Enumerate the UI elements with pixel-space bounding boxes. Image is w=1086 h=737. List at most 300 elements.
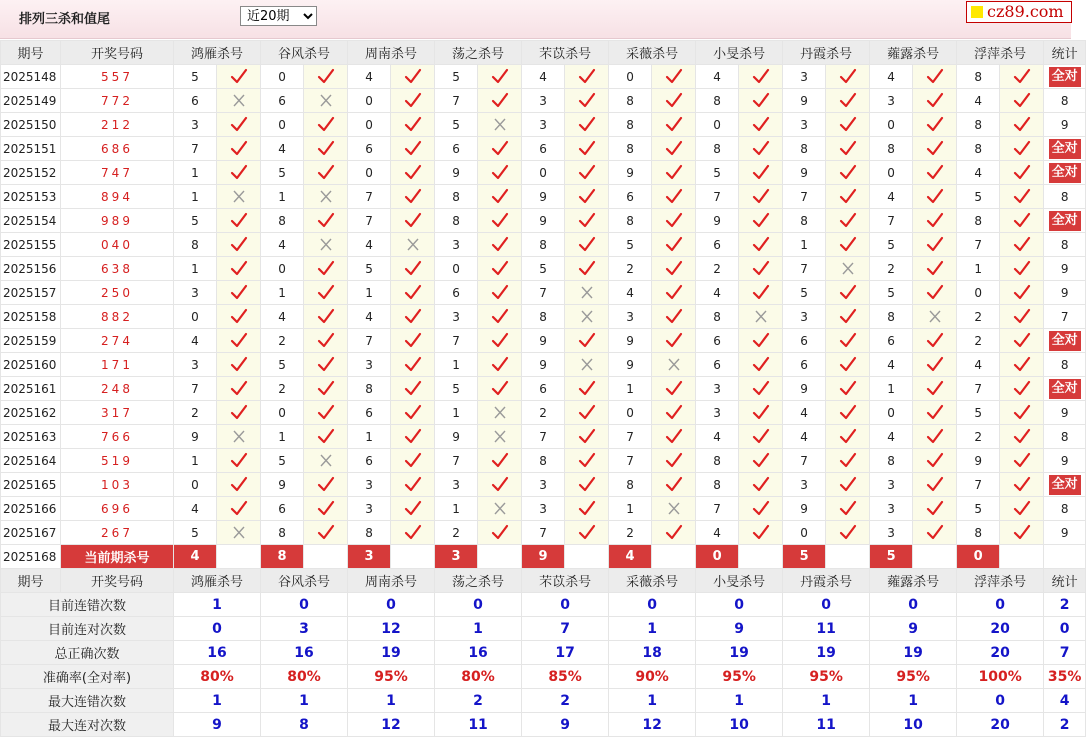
kill-number-cell: 7: [696, 185, 739, 209]
correct-mark: [391, 185, 435, 209]
kill-number-cell: 3: [783, 113, 826, 137]
stat-value: 0: [957, 689, 1044, 713]
kill-number-cell: 5: [435, 65, 478, 89]
kill-number-cell: 8: [957, 521, 1000, 545]
kill-number-cell: 0: [261, 257, 304, 281]
header-row: [1, 41, 1086, 65]
winning-number-cell: 766: [61, 425, 174, 449]
correct-mark: [652, 521, 696, 545]
correct-mark: [913, 329, 957, 353]
check-icon: [753, 453, 769, 468]
check-icon: [318, 69, 334, 84]
correct-mark: [1000, 281, 1044, 305]
correct-mark: [391, 473, 435, 497]
kill-number-cell: 3: [870, 497, 913, 521]
period-range-select[interactable]: [240, 6, 317, 26]
correct-mark: [391, 161, 435, 185]
correct-mark: [913, 377, 957, 401]
correct-mark: [304, 401, 348, 425]
column-header: 芣苡杀号: [522, 569, 609, 593]
stat-value: 0: [696, 593, 783, 617]
check-icon: [666, 429, 682, 444]
stat-value: 0: [435, 593, 522, 617]
check-icon: [753, 117, 769, 132]
check-icon: [1014, 309, 1030, 324]
kill-number-cell: 9: [435, 425, 478, 449]
stat-cell: 9: [1044, 113, 1086, 137]
correct-mark: [652, 137, 696, 161]
check-icon: [927, 357, 943, 372]
stat-cell: 7: [1044, 305, 1086, 329]
period-cell: 2025164: [1, 449, 61, 473]
kill-number-cell: 6: [609, 185, 652, 209]
period-cell: 2025148: [1, 65, 61, 89]
check-icon: [579, 381, 595, 396]
current-kill-number: 8: [261, 545, 304, 569]
stat-value: 0: [783, 593, 870, 617]
kill-number-cell: 4: [783, 401, 826, 425]
cross-icon: [579, 309, 595, 324]
kill-number-cell: 6: [696, 233, 739, 257]
correct-mark: [1000, 521, 1044, 545]
correct-mark: [652, 185, 696, 209]
stat-label: 目前连错次数: [1, 593, 174, 617]
kill-number-cell: 3: [609, 305, 652, 329]
check-icon: [318, 501, 334, 516]
kill-number-cell: 3: [522, 497, 565, 521]
cross-icon: [318, 237, 334, 252]
check-icon: [318, 357, 334, 372]
cross-icon: [405, 237, 421, 252]
kill-number-cell: 0: [696, 113, 739, 137]
column-header: 小旻杀号: [696, 569, 783, 593]
correct-mark: [826, 233, 870, 257]
winning-number-cell: 894: [61, 185, 174, 209]
correct-mark: [1000, 209, 1044, 233]
check-icon: [840, 141, 856, 156]
check-icon: [231, 117, 247, 132]
correct-mark: [478, 233, 522, 257]
correct-mark: [304, 137, 348, 161]
wrong-mark: [217, 521, 261, 545]
cross-icon: [666, 357, 682, 372]
kill-number-cell: 0: [522, 161, 565, 185]
winning-number-cell: 212: [61, 113, 174, 137]
kill-number-cell: 2: [696, 257, 739, 281]
table-row: [1, 185, 1086, 209]
check-icon: [753, 477, 769, 492]
column-header: 丹霞杀号: [783, 41, 870, 65]
correct-mark: [478, 305, 522, 329]
kill-number-cell: 8: [609, 473, 652, 497]
kill-number-cell: 6: [696, 329, 739, 353]
stat-value: 2: [522, 689, 609, 713]
correct-mark: [826, 521, 870, 545]
check-icon: [927, 189, 943, 204]
kill-number-cell: 8: [696, 449, 739, 473]
kill-number-cell: 9: [435, 161, 478, 185]
kill-number-cell: 4: [348, 233, 391, 257]
stat-cell: [1044, 377, 1086, 401]
check-icon: [753, 285, 769, 300]
cross-icon: [492, 405, 508, 420]
stat-value: 35%: [1044, 665, 1086, 689]
kill-number-cell: 6: [261, 497, 304, 521]
stat-cell: 8: [1044, 425, 1086, 449]
cross-icon: [231, 525, 247, 540]
check-icon: [666, 237, 682, 252]
correct-mark: [391, 257, 435, 281]
stat-value: 4: [1044, 689, 1086, 713]
kill-number-cell: 5: [783, 281, 826, 305]
correct-mark: [478, 281, 522, 305]
kill-number-cell: 8: [609, 113, 652, 137]
check-icon: [405, 429, 421, 444]
check-icon: [405, 189, 421, 204]
check-icon: [666, 525, 682, 540]
kill-number-cell: 1: [174, 449, 217, 473]
kill-number-cell: 6: [348, 449, 391, 473]
current-kill-number: 5: [783, 545, 826, 569]
kill-number-cell: 5: [522, 257, 565, 281]
kill-number-cell: 9: [609, 353, 652, 377]
kill-number-cell: 3: [435, 473, 478, 497]
stat-value: 0: [957, 593, 1044, 617]
correct-mark: [1000, 449, 1044, 473]
cross-icon: [231, 429, 247, 444]
check-icon: [231, 141, 247, 156]
kill-number-cell: 4: [261, 305, 304, 329]
kill-number-cell: 8: [870, 137, 913, 161]
period-cell: 2025150: [1, 113, 61, 137]
correct-mark: [565, 185, 609, 209]
correct-mark: [652, 377, 696, 401]
cross-icon: [927, 309, 943, 324]
kill-number-cell: 1: [957, 257, 1000, 281]
check-icon: [840, 93, 856, 108]
cross-icon: [753, 309, 769, 324]
winning-number-cell: 557: [61, 65, 174, 89]
current-kill-number: 0: [696, 545, 739, 569]
kill-number-cell: 2: [609, 257, 652, 281]
kill-number-cell: 8: [261, 521, 304, 545]
cross-icon: [492, 501, 508, 516]
check-icon: [1014, 117, 1030, 132]
kill-number-cell: 5: [261, 161, 304, 185]
check-icon: [840, 309, 856, 324]
check-icon: [927, 69, 943, 84]
check-icon: [1014, 261, 1030, 276]
correct-mark: [826, 65, 870, 89]
check-icon: [927, 429, 943, 444]
check-icon: [840, 525, 856, 540]
correct-mark: [913, 161, 957, 185]
kill-number-cell: 6: [261, 89, 304, 113]
check-icon: [579, 405, 595, 420]
kill-number-cell: 8: [261, 209, 304, 233]
kill-number-cell: 9: [783, 161, 826, 185]
check-icon: [231, 285, 247, 300]
stat-value: 9: [522, 713, 609, 737]
winning-number-cell: 248: [61, 377, 174, 401]
kill-number-cell: 2: [609, 521, 652, 545]
kill-number-cell: 5: [957, 497, 1000, 521]
check-icon: [579, 93, 595, 108]
column-header: 鸿雁杀号: [174, 41, 261, 65]
kill-number-cell: 5: [870, 281, 913, 305]
cross-icon: [318, 453, 334, 468]
kill-number-cell: 8: [783, 137, 826, 161]
table-row: [1, 473, 1086, 497]
correct-mark: [391, 113, 435, 137]
correct-mark: [913, 209, 957, 233]
stat-cell: [1044, 137, 1086, 161]
check-icon: [840, 333, 856, 348]
check-icon: [753, 189, 769, 204]
check-icon: [231, 381, 247, 396]
check-icon: [579, 237, 595, 252]
kill-number-cell: 0: [609, 401, 652, 425]
kill-number-cell: 7: [174, 137, 217, 161]
kill-number-cell: 0: [261, 65, 304, 89]
correct-mark: [739, 137, 783, 161]
kill-number-cell: 0: [348, 113, 391, 137]
current-kill-label: 当前期杀号: [61, 545, 174, 569]
kill-number-cell: 4: [609, 281, 652, 305]
kill-number-cell: 2: [261, 329, 304, 353]
correct-mark: [913, 233, 957, 257]
stat-value: 0: [348, 593, 435, 617]
stat-cell: 8: [1044, 497, 1086, 521]
correct-mark: [826, 473, 870, 497]
kill-number-cell: 3: [870, 473, 913, 497]
check-icon: [840, 117, 856, 132]
stat-value: 90%: [609, 665, 696, 689]
kill-number-cell: 8: [870, 449, 913, 473]
all-correct-badge: 全对: [1049, 67, 1081, 87]
kill-number-cell: 8: [696, 473, 739, 497]
correct-mark: [478, 329, 522, 353]
stat-value: 20: [957, 641, 1044, 665]
check-icon: [666, 93, 682, 108]
check-icon: [927, 405, 943, 420]
check-icon: [492, 381, 508, 396]
stat-value: 1: [261, 689, 348, 713]
check-icon: [231, 405, 247, 420]
kill-number-cell: 8: [957, 137, 1000, 161]
check-icon: [927, 261, 943, 276]
check-icon: [579, 141, 595, 156]
kill-number-cell: 4: [174, 329, 217, 353]
kill-number-cell: 6: [348, 401, 391, 425]
table-row: [1, 209, 1086, 233]
blank-cell: [826, 545, 870, 569]
correct-mark: [391, 281, 435, 305]
check-icon: [579, 429, 595, 444]
kill-number-cell: 9: [522, 353, 565, 377]
check-icon: [492, 237, 508, 252]
correct-mark: [739, 89, 783, 113]
stat-label: 准确率(全对率): [1, 665, 174, 689]
period-cell: 2025163: [1, 425, 61, 449]
kill-number-cell: 6: [174, 89, 217, 113]
stat-value: 9: [870, 617, 957, 641]
check-icon: [1014, 237, 1030, 252]
stat-cell: 8: [1044, 233, 1086, 257]
stat-label: 最大连错次数: [1, 689, 174, 713]
correct-mark: [913, 473, 957, 497]
stat-cell: 8: [1044, 353, 1086, 377]
stat-value: 7: [522, 617, 609, 641]
kill-number-cell: 1: [609, 377, 652, 401]
column-header: 开奖号码: [61, 569, 174, 593]
check-icon: [666, 405, 682, 420]
correct-mark: [565, 377, 609, 401]
stat-value: 19: [348, 641, 435, 665]
kill-number-cell: 6: [522, 377, 565, 401]
wrong-mark: [565, 353, 609, 377]
table-row: [1, 521, 1086, 545]
correct-mark: [565, 161, 609, 185]
stat-value: 10: [870, 713, 957, 737]
check-icon: [405, 141, 421, 156]
check-icon: [840, 189, 856, 204]
stat-value: 0: [1044, 617, 1086, 641]
check-icon: [405, 525, 421, 540]
correct-mark: [217, 305, 261, 329]
stat-row: [1, 689, 1086, 713]
kill-number-cell: 7: [609, 449, 652, 473]
stat-value: 95%: [348, 665, 435, 689]
table-row: [1, 353, 1086, 377]
table-row: [1, 425, 1086, 449]
stat-value: 2: [1044, 593, 1086, 617]
period-cell: 2025156: [1, 257, 61, 281]
table-row: [1, 305, 1086, 329]
table-row: [1, 449, 1086, 473]
correct-mark: [217, 113, 261, 137]
check-icon: [318, 309, 334, 324]
all-correct-badge: 全对: [1049, 211, 1081, 231]
check-icon: [666, 261, 682, 276]
check-icon: [318, 285, 334, 300]
stat-value: 95%: [783, 665, 870, 689]
correct-mark: [739, 329, 783, 353]
stat-row: [1, 713, 1086, 737]
kill-number-cell: 7: [957, 377, 1000, 401]
check-icon: [231, 453, 247, 468]
period-cell: 2025168: [1, 545, 61, 569]
check-icon: [405, 453, 421, 468]
all-correct-badge: 全对: [1049, 331, 1081, 351]
wrong-mark: [391, 233, 435, 257]
correct-mark: [826, 281, 870, 305]
cross-icon: [231, 189, 247, 204]
correct-mark: [217, 209, 261, 233]
check-icon: [1014, 405, 1030, 420]
blank-cell: [739, 545, 783, 569]
check-icon: [231, 165, 247, 180]
stat-row: [1, 617, 1086, 641]
kill-number-cell: 8: [522, 233, 565, 257]
kill-number-cell: 5: [696, 161, 739, 185]
cross-icon: [666, 501, 682, 516]
correct-mark: [217, 65, 261, 89]
wrong-mark: [565, 281, 609, 305]
kill-number-cell: 4: [957, 353, 1000, 377]
current-period-row: [1, 545, 1086, 569]
wrong-mark: [304, 89, 348, 113]
kill-number-cell: 2: [174, 401, 217, 425]
column-header: 统计: [1044, 41, 1086, 65]
table-row: [1, 377, 1086, 401]
check-icon: [492, 141, 508, 156]
check-icon: [1014, 453, 1030, 468]
check-icon: [1014, 477, 1030, 492]
correct-mark: [826, 161, 870, 185]
check-icon: [318, 333, 334, 348]
stat-value: 0: [870, 593, 957, 617]
wrong-mark: [913, 305, 957, 329]
stat-value: 18: [609, 641, 696, 665]
stat-row: [1, 593, 1086, 617]
kill-number-cell: 4: [348, 65, 391, 89]
correct-mark: [826, 401, 870, 425]
all-correct-badge: 全对: [1049, 163, 1081, 183]
kill-number-cell: 6: [435, 137, 478, 161]
correct-mark: [826, 497, 870, 521]
kill-number-cell: 0: [609, 65, 652, 89]
correct-mark: [478, 449, 522, 473]
check-icon: [753, 237, 769, 252]
correct-mark: [739, 113, 783, 137]
column-header: 鸿雁杀号: [174, 569, 261, 593]
winning-number-cell: 171: [61, 353, 174, 377]
correct-mark: [565, 329, 609, 353]
kill-number-cell: 3: [870, 521, 913, 545]
winning-number-cell: 250: [61, 281, 174, 305]
kill-number-cell: 8: [522, 305, 565, 329]
check-icon: [231, 333, 247, 348]
check-icon: [927, 525, 943, 540]
kill-number-cell: 7: [435, 89, 478, 113]
wrong-mark: [304, 233, 348, 257]
kill-number-cell: 7: [435, 329, 478, 353]
kill-number-cell: 3: [696, 377, 739, 401]
correct-mark: [739, 209, 783, 233]
correct-mark: [304, 161, 348, 185]
kill-number-cell: 1: [348, 281, 391, 305]
check-icon: [666, 69, 682, 84]
check-icon: [840, 165, 856, 180]
correct-mark: [391, 89, 435, 113]
correct-mark: [739, 185, 783, 209]
correct-mark: [739, 353, 783, 377]
kill-number-cell: 9: [696, 209, 739, 233]
kill-number-cell: 4: [174, 497, 217, 521]
site-logo[interactable]: [966, 1, 1072, 23]
kill-number-cell: 4: [957, 89, 1000, 113]
correct-mark: [913, 521, 957, 545]
kill-number-cell: 0: [174, 305, 217, 329]
correct-mark: [739, 233, 783, 257]
table-row: [1, 401, 1086, 425]
kill-number-cell: 6: [348, 137, 391, 161]
check-icon: [753, 165, 769, 180]
kill-number-cell: 9: [783, 497, 826, 521]
cross-icon: [492, 429, 508, 444]
stat-row: [1, 665, 1086, 689]
